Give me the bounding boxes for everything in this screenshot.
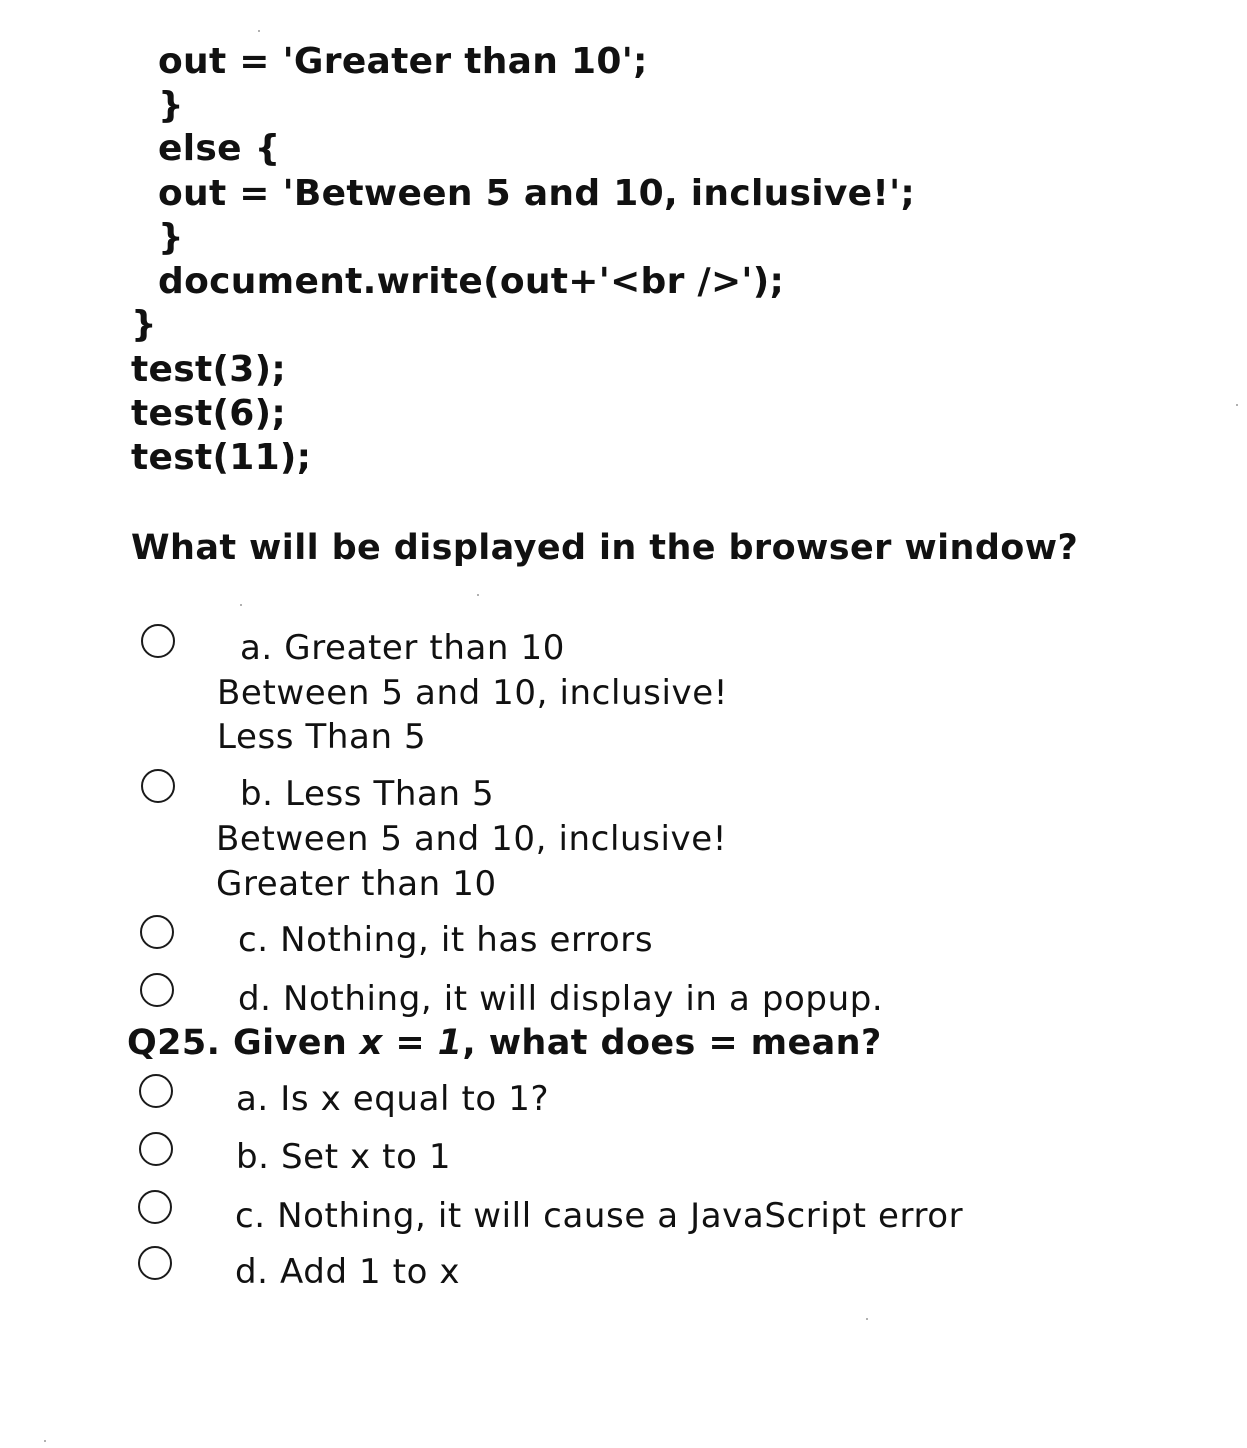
question-25-number: Q25. (127, 1023, 221, 1063)
q25-option-d-radio[interactable] (138, 1246, 172, 1280)
code-line-8: test(3); (131, 349, 287, 390)
q24-option-b-line-1: b. Less Than 5 (240, 774, 495, 814)
q25-option-b-radio[interactable] (139, 1132, 173, 1166)
q24-option-b-radio[interactable] (141, 769, 175, 803)
q25-option-a-radio[interactable] (139, 1074, 173, 1108)
code-line-6: document.write(out+'<br />'); (158, 261, 785, 302)
q24-option-d-radio[interactable] (140, 973, 174, 1007)
q24-option-b-line-3: Greater than 10 (216, 864, 497, 904)
q25-option-c-radio[interactable] (138, 1190, 172, 1224)
q24-option-c-text: c. Nothing, it has errors (238, 920, 654, 960)
code-line-7: } (131, 304, 157, 345)
code-line-3: else { (158, 128, 281, 169)
q24-option-c-radio[interactable] (140, 915, 174, 949)
code-line-5: } (158, 217, 184, 258)
scan-speck (1236, 404, 1238, 406)
code-line-4: out = 'Between 5 and 10, inclusive!'; (158, 173, 916, 214)
q24-option-b-line-2: Between 5 and 10, inclusive! (216, 819, 727, 859)
q24-option-a-line-3: Less Than 5 (217, 717, 427, 757)
q25-option-a-text: a. Is x equal to 1? (236, 1079, 550, 1119)
q25-option-d-text: d. Add 1 to x (235, 1252, 461, 1292)
question-25-rest: , what does = mean? (462, 1023, 882, 1063)
q24-option-a-line-1: a. Greater than 10 (240, 628, 565, 668)
scan-speck (866, 1318, 868, 1320)
q24-option-a-line-2: Between 5 and 10, inclusive! (217, 673, 728, 713)
question-25-variable: x (359, 1023, 383, 1063)
scan-speck (44, 1440, 46, 1442)
code-line-10: test(11); (131, 437, 312, 478)
question-25-equals: = (395, 1023, 426, 1063)
q24-option-d-text: d. Nothing, it will display in a popup. (238, 979, 884, 1019)
question-25-given: Given (232, 1023, 348, 1063)
q24-option-a-radio[interactable] (141, 624, 175, 658)
code-line-2: } (158, 85, 184, 126)
question-25-prompt (127, 1021, 882, 1065)
scan-speck (477, 594, 479, 596)
scan-speck (258, 30, 260, 32)
q25-option-b-text: b. Set x to 1 (236, 1137, 452, 1177)
scan-speck (240, 604, 242, 606)
question-24-prompt: What will be displayed in the browser window? (131, 528, 1079, 568)
question-25-value: 1 (437, 1023, 463, 1063)
code-line-1: out = 'Greater than 10'; (158, 41, 648, 82)
code-line-9: test(6); (131, 393, 287, 434)
q25-option-c-text: c. Nothing, it will cause a JavaScript error (235, 1196, 964, 1236)
